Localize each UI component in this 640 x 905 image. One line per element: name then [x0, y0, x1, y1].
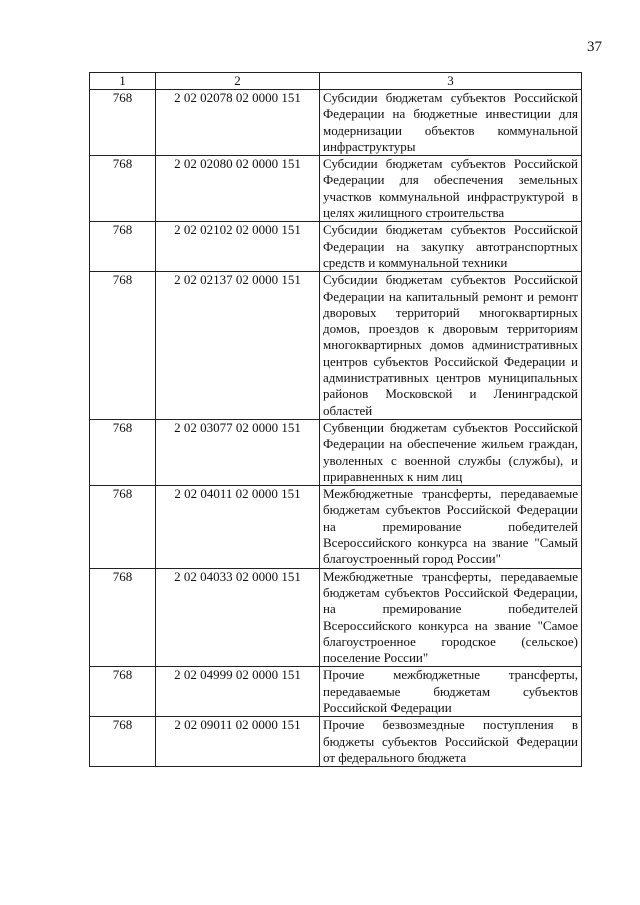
page-number: 37 — [587, 39, 602, 55]
revenue-name-cell: Субсидии бюджетам субъектов Российской Федерации на закупку автотранспортных средств и коммунальной техники — [320, 222, 582, 272]
table-row — [90, 156, 582, 222]
table-row — [90, 90, 582, 156]
admin-code-cell: 768 — [90, 90, 156, 156]
revenue-code-cell: 2 02 02102 02 0000 151 — [156, 222, 320, 272]
revenue-code-cell: 2 02 04999 02 0000 151 — [156, 667, 320, 717]
revenue-name-cell: Межбюджетные трансферты, передаваемые бюджетам субъектов Российской Федерации, на премирование победителей Всероссийского конкурса на звание "Самое благоустроенное городское (сельское) поселение России" — [320, 568, 582, 667]
table-row — [90, 717, 582, 767]
revenue-code-cell: 2 02 09011 02 0000 151 — [156, 717, 320, 767]
table-row — [90, 486, 582, 568]
revenue-code-cell: 2 02 04011 02 0000 151 — [156, 486, 320, 568]
column-header-2: 2 — [156, 73, 320, 90]
table-row — [90, 419, 582, 485]
admin-code-cell: 768 — [90, 419, 156, 485]
admin-code-cell: 768 — [90, 717, 156, 767]
table-row — [90, 272, 582, 420]
column-header-3: 3 — [320, 73, 582, 90]
admin-code-cell: 768 — [90, 486, 156, 568]
admin-code-cell: 768 — [90, 156, 156, 222]
revenue-name-cell: Субсидии бюджетам субъектов Российской Федерации для обеспечения земельных участков коммунальной инфраструктурой в целях жилищного строительства — [320, 156, 582, 222]
revenue-name-cell: Субсидии бюджетам субъектов Российской Федерации на бюджетные инвестиции для модернизации объектов коммунальной инфраструктуры — [320, 90, 582, 156]
revenue-code-cell: 2 02 03077 02 0000 151 — [156, 419, 320, 485]
revenue-code-cell: 2 02 04033 02 0000 151 — [156, 568, 320, 667]
revenue-name-cell: Прочие межбюджетные трансферты, передаваемые бюджетам субъектов Российской Федерации — [320, 667, 582, 717]
admin-code-cell: 768 — [90, 272, 156, 420]
revenue-code-cell: 2 02 02080 02 0000 151 — [156, 156, 320, 222]
column-header-1: 1 — [90, 73, 156, 90]
table-header-row — [90, 73, 582, 90]
admin-code-cell: 768 — [90, 222, 156, 272]
table-row — [90, 667, 582, 717]
revenue-name-cell: Межбюджетные трансферты, передаваемые бюджетам субъектов Российской Федерации на премирование победителей Всероссийского конкурса на звание "Самый благоустроенный город России" — [320, 486, 582, 568]
admin-code-cell: 768 — [90, 568, 156, 667]
revenue-name-cell: Субсидии бюджетам субъектов Российской Федерации на капитальный ремонт и ремонт дворовых территорий многоквартирных домов, проездов к дворовым территориям многоквартирных домов административных центров субъектов Российской Федерации и административных центров муниципальных районов Московской и Ленинградской областей — [320, 272, 582, 420]
table-row — [90, 222, 582, 272]
revenue-name-cell: Субвенции бюджетам субъектов Российской Федерации на обеспечение жильем граждан, уволенных с военной службы (службы), и приравненных к ним лиц — [320, 419, 582, 485]
admin-code-cell: 768 — [90, 667, 156, 717]
table-row — [90, 568, 582, 667]
revenue-code-cell: 2 02 02137 02 0000 151 — [156, 272, 320, 420]
budget-classification-table — [89, 72, 582, 767]
revenue-name-cell: Прочие безвозмездные поступления в бюджеты субъектов Российской Федерации от федерального бюджета — [320, 717, 582, 767]
revenue-code-cell: 2 02 02078 02 0000 151 — [156, 90, 320, 156]
